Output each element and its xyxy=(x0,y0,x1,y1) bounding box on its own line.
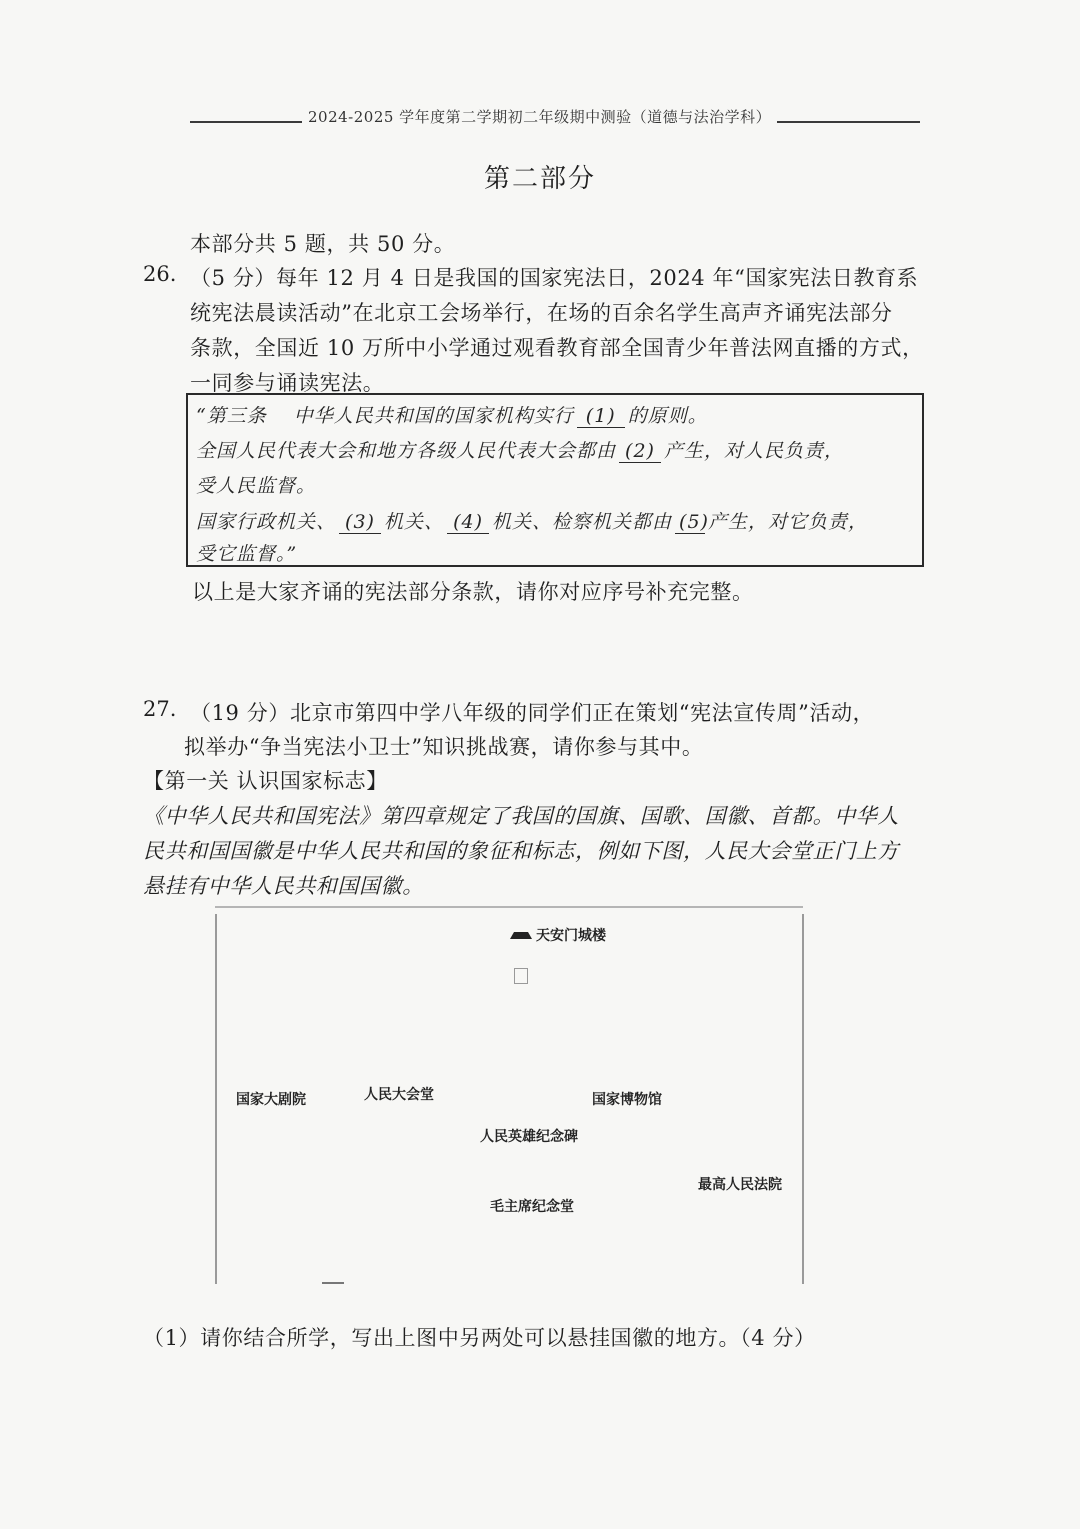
label-great-hall: 人民大会堂 xyxy=(364,1087,434,1103)
label-mausoleum: 毛主席纪念堂 xyxy=(490,1199,574,1215)
section-intro: 本部分共 5 题，共 50 分。 xyxy=(190,232,456,256)
header-title: 2024-2025 学年度第二学期初二年级期中测验（道德与法治学科） xyxy=(302,106,777,127)
blank-5[interactable]: (5) xyxy=(675,511,705,534)
q26-number: 26. xyxy=(143,262,177,286)
flagpole-mark xyxy=(514,968,528,984)
q27-line-2: 拟举办“争当宪法小卫士”知识挑战赛，请你参与其中。 xyxy=(184,735,704,759)
map-mark xyxy=(322,1282,344,1284)
blank-2[interactable]: (2) xyxy=(619,440,661,463)
q26-line-4: 一同参与诵读宪法。 xyxy=(190,371,385,395)
tiananmen-square-map xyxy=(212,906,808,1290)
label-national-theater: 国家大剧院 xyxy=(236,1092,306,1108)
constitution-excerpt-box xyxy=(186,393,924,567)
label-tiananmen: 天安门城楼 xyxy=(536,928,606,944)
q27-number: 27. xyxy=(143,697,177,721)
blank-3[interactable]: (3) xyxy=(339,511,381,534)
q26-line-3: 条款，全国近 10 万所中小学通过观看教育部全国青少年普法网直播的方式， xyxy=(190,336,924,360)
excerpt-line-2: 全国人民代表大会和地方各级人民代表大会都由 (2) 产生，对人民负责， xyxy=(196,440,845,462)
excerpt-line-5: 受它监督。” xyxy=(196,543,298,565)
q27-sub-question-1: （1）请你结合所学，写出上图中另两处可以悬挂国徽的地方。（4 分） xyxy=(143,1326,816,1350)
q26-line-1: （5 分）每年 12 月 4 日是我国的国家宪法日，2024 年“国家宪法日教育系 xyxy=(190,266,919,290)
label-monument: 人民英雄纪念碑 xyxy=(480,1129,578,1145)
section-title: 第二部分 xyxy=(483,164,596,194)
excerpt-line-1: “第三条 中华人民共和国的国家机构实行 (1) 的原则。 xyxy=(196,405,708,427)
map-edge-left xyxy=(215,914,217,1284)
q27-line-1: （19 分）北京市第四中学八年级的同学们正在策划“宪法宣传周”活动， xyxy=(190,701,875,725)
q27-stage-title: 【第一关 认识国家标志】 xyxy=(143,769,388,793)
q27-para-3: 悬挂有中华人民共和国国徽。 xyxy=(143,874,424,898)
blank-1[interactable]: (1) xyxy=(577,405,625,428)
excerpt-line-4: 国家行政机关、 (3) 机关、 (4) 机关、检察机关都由 (5)产生，对它负责， xyxy=(196,511,869,533)
blank-4[interactable]: (4) xyxy=(447,511,489,534)
map-edge-top xyxy=(215,906,803,908)
q27-para-1: 《中华人民共和国宪法》第四章规定了我国的国旗、国歌、国徽、首都。中华人 xyxy=(143,804,899,828)
q26-line-2: 统宪法晨读活动”在北京工会场举行，在场的百余名学生高声齐诵宪法部分 xyxy=(190,301,893,325)
gate-tower-icon xyxy=(510,930,532,940)
q26-footer: 以上是大家齐诵的宪法部分条款，请你对应序号补充完整。 xyxy=(192,580,754,604)
page-header xyxy=(190,106,920,128)
excerpt-line-3: 受人民监督。 xyxy=(196,475,317,497)
label-national-museum: 国家博物馆 xyxy=(592,1092,662,1108)
label-supreme-court: 最高人民法院 xyxy=(698,1177,782,1193)
q27-para-2: 民共和国国徽是中华人民共和国的象征和标志，例如下图，人民大会堂正门上方 xyxy=(143,839,899,863)
map-edge-right xyxy=(802,914,804,1284)
